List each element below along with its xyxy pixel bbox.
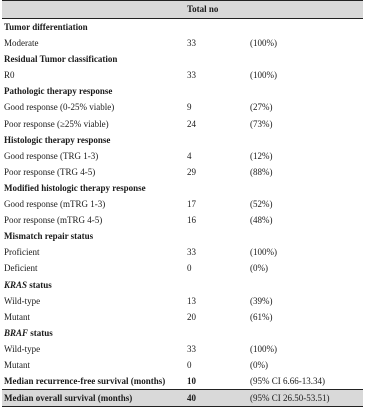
row-percent: (0%) bbox=[250, 263, 268, 274]
row-count: 0 bbox=[187, 359, 192, 370]
table-row bbox=[2, 341, 363, 357]
row-label: Poor response (TRG 4-5) bbox=[4, 166, 96, 177]
row-label: Wild-type bbox=[4, 295, 41, 306]
gene-name: KRAS bbox=[4, 279, 28, 290]
row-percent: (95% CI 6.66-13.34) bbox=[250, 376, 325, 387]
row-label: Median recurrence-free survival (months) bbox=[4, 376, 166, 387]
row-percent: (0%) bbox=[250, 359, 268, 370]
row-count: 20 bbox=[187, 311, 196, 322]
row-label: Good response (TRG 1-3) bbox=[4, 150, 99, 161]
row-percent: (52%) bbox=[250, 199, 273, 210]
gene-name: BRAF bbox=[4, 327, 29, 338]
table-row bbox=[2, 164, 363, 180]
header-label-cell bbox=[2, 1, 185, 19]
row-label: Mutant bbox=[4, 311, 30, 322]
row-count: 9 bbox=[187, 102, 192, 113]
row-count: 33 bbox=[187, 247, 196, 258]
row-percent: (39%) bbox=[250, 295, 273, 306]
row-count: 4 bbox=[187, 150, 192, 161]
row-percent: (48%) bbox=[250, 215, 273, 226]
section-label bbox=[2, 325, 363, 341]
table-row bbox=[2, 99, 363, 115]
row-label: Poor response (mTRG 4-5) bbox=[4, 215, 103, 226]
section-label bbox=[2, 277, 363, 293]
row-percent: (95% CI 26.50-53.51) bbox=[248, 390, 363, 407]
row-label: Moderate bbox=[4, 38, 39, 49]
row-count: 29 bbox=[187, 166, 196, 177]
table-row bbox=[2, 35, 363, 51]
row-percent: (61%) bbox=[250, 311, 273, 322]
table-row bbox=[2, 293, 363, 309]
row-percent: (100%) bbox=[250, 70, 277, 81]
row-percent: (100%) bbox=[250, 247, 277, 258]
table-row bbox=[2, 260, 363, 276]
header-total-cell: Total no bbox=[185, 1, 248, 19]
row-label: Deficient bbox=[4, 263, 38, 274]
summary-row-rfs bbox=[2, 373, 363, 390]
row-count: 16 bbox=[187, 215, 196, 226]
row-percent: (100%) bbox=[250, 343, 277, 354]
table-header-row bbox=[2, 1, 363, 19]
section-row bbox=[2, 83, 363, 99]
section-row bbox=[2, 277, 363, 293]
table-row bbox=[2, 309, 363, 325]
row-percent: (100%) bbox=[250, 38, 277, 49]
section-label: Residual Tumor classification bbox=[4, 54, 118, 65]
row-label: Mutant bbox=[4, 359, 30, 370]
section-row bbox=[2, 132, 363, 148]
row-label: Wild-type bbox=[4, 343, 41, 354]
row-count: 33 bbox=[187, 38, 196, 49]
row-count: 40 bbox=[185, 390, 248, 407]
row-count: 13 bbox=[187, 295, 196, 306]
section-row bbox=[2, 228, 363, 244]
section-label: Tumor differentiation bbox=[4, 22, 88, 32]
row-label: Proficient bbox=[4, 247, 40, 258]
section-row bbox=[2, 325, 363, 341]
table-row bbox=[2, 357, 363, 373]
row-percent: (12%) bbox=[250, 150, 273, 161]
row-percent: (73%) bbox=[250, 118, 273, 129]
row-count: 33 bbox=[187, 343, 196, 354]
table-row bbox=[2, 212, 363, 228]
row-percent: (27%) bbox=[250, 102, 273, 113]
section-label: Histologic therapy response bbox=[4, 134, 111, 145]
row-count: 0 bbox=[187, 263, 192, 274]
section-row bbox=[2, 51, 363, 67]
summary-row-os bbox=[2, 390, 363, 407]
row-count: 10 bbox=[187, 376, 196, 387]
section-label: Mismatch repair status bbox=[4, 231, 94, 242]
table-row bbox=[2, 244, 363, 260]
row-label: Median overall survival (months) bbox=[2, 390, 185, 407]
table-row bbox=[2, 116, 363, 132]
row-label: Good response (0-25% viable) bbox=[4, 102, 115, 113]
row-label: R0 bbox=[4, 70, 15, 81]
row-label: Good response (mTRG 1-3) bbox=[4, 199, 106, 210]
table-row bbox=[2, 196, 363, 212]
section-label: Pathologic therapy response bbox=[4, 86, 113, 97]
section-label-text: status bbox=[30, 327, 53, 338]
row-count: 24 bbox=[187, 118, 196, 129]
row-count: 17 bbox=[187, 199, 196, 210]
row-count: 33 bbox=[187, 70, 196, 81]
section-row bbox=[2, 180, 363, 196]
table-row bbox=[2, 67, 363, 83]
row-percent: (88%) bbox=[250, 166, 273, 177]
table-row bbox=[2, 148, 363, 164]
patient-characteristics-table bbox=[2, 0, 363, 407]
section-label: Modified histologic therapy response bbox=[4, 182, 146, 193]
section-label-text: status bbox=[29, 279, 52, 290]
header-pct-cell bbox=[248, 1, 363, 19]
row-label: Poor response (≥25% viable) bbox=[4, 118, 109, 129]
section-row bbox=[2, 19, 363, 36]
